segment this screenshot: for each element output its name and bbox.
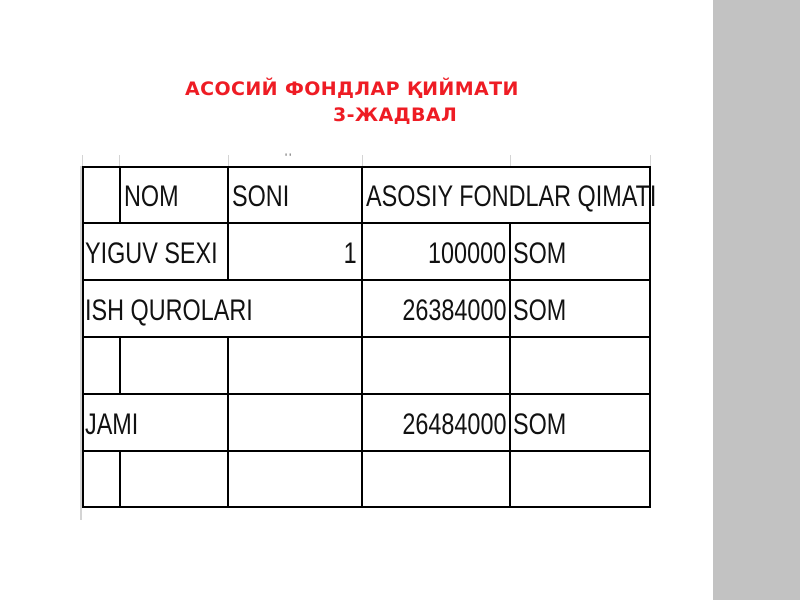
row-1-name: YIGUV SEXI — [85, 237, 218, 270]
slide-subtitle: 3-ЖАДВАЛ — [333, 104, 458, 126]
stray-marks: '' — [285, 152, 294, 164]
slide-title: АСОСИЙ ФОНДЛАР ҚИЙМАТИ — [185, 78, 519, 100]
row-total-unit: SOM — [513, 408, 567, 441]
row-1-value: 100000 — [427, 237, 506, 270]
header-nom: NOM — [124, 180, 179, 213]
row-1-unit: SOM — [513, 237, 567, 270]
header-soni: SONI — [232, 180, 290, 213]
row-2-value: 26384000 — [401, 294, 506, 327]
row-2-name: ISH QUROLARI — [85, 294, 253, 327]
row-total-value: 26484000 — [401, 408, 506, 441]
header-asosiy-fondlar-qimati: ASOSIY FONDLAR QIMATI — [366, 180, 657, 213]
row-2-unit: SOM — [513, 294, 567, 327]
row-total-name: JAMI — [85, 408, 139, 441]
row-1-count: 1 — [343, 237, 357, 270]
